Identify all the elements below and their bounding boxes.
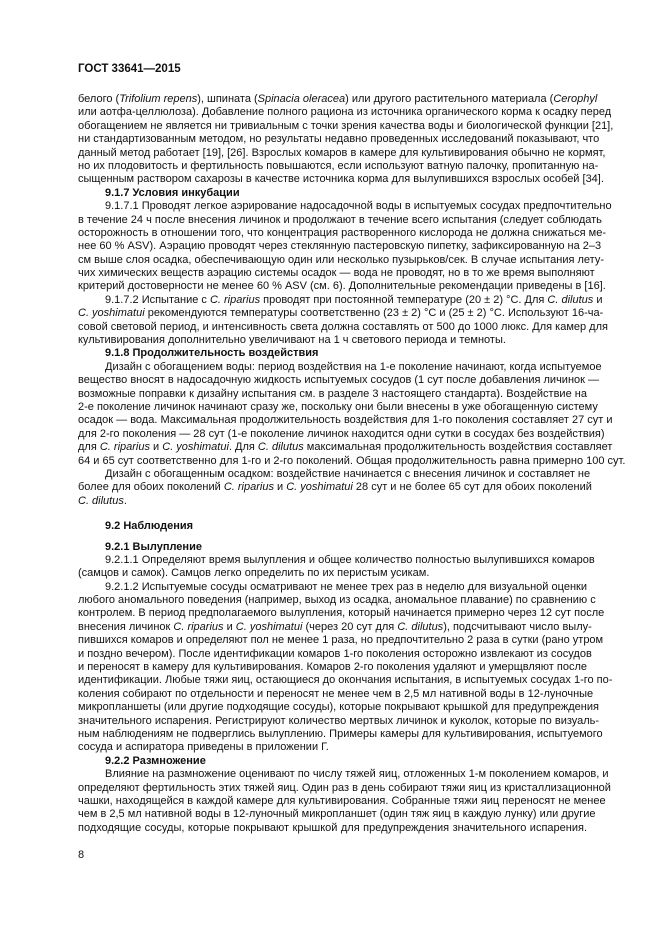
text-line (78, 661, 587, 674)
species-name: Cerophyl (553, 93, 598, 105)
text-run: возможные поправки к дизайну испытания см. в разделе 3 настоящего стандарта). Воздействие на (78, 387, 587, 400)
text-line (78, 267, 595, 280)
text-line (78, 781, 611, 795)
text-run: осадок — вода. Максимальная продолжительность воздействия для 1-го поколения составляет 27 сут и (78, 414, 613, 427)
text-run: значительного испарения. Регистрируют количество мертвых личинок и куколок, которые по визуаль- (78, 714, 600, 727)
paragraph (78, 200, 612, 294)
species-name: C. yoshimatui (235, 620, 303, 633)
text-run: определяют фертильность этих тяжей яиц. Один раз в день собирают тяжи яиц из кристаллизационной (78, 781, 611, 794)
text-line (78, 714, 600, 728)
paragraph (78, 768, 611, 835)
text-line (78, 240, 602, 253)
text-line (78, 133, 600, 146)
document-body (78, 93, 626, 835)
text-line (78, 200, 612, 213)
text-run: ) или другого растительного материала ( (345, 93, 554, 105)
text-run: чих химических веществ аэрацию системы осадок — вода не проводят, но в то же время выполняют (78, 267, 595, 280)
text-run: внесения личинок (78, 620, 174, 633)
paragraph (78, 360, 626, 468)
text-run: контролем. В период предполагаемого вылупления, который начинается примерно через 12 сут после (78, 607, 605, 620)
text-run: вещество вносят в надосадочную жидкость испытуемых сосудов (1 сут после добавления личинок — (78, 374, 600, 387)
text-line (78, 159, 599, 173)
section-heading: 9.2 Наблюдения (105, 520, 194, 533)
text-line (78, 213, 602, 227)
text-line (78, 467, 591, 481)
text-run: рекомендуются температуры соответственно (23 ± 2) °C и (25 ± 2) °C. Используют 16-ча- (144, 307, 604, 320)
text-run: сыщенным раствором сахарозы в качестве источника корма для вылупившихся взрослых особей [34]. (78, 173, 604, 186)
text-run: ), шпината ( (197, 93, 258, 105)
species-name: C. dilutus (397, 620, 444, 633)
text-line (78, 701, 599, 714)
species-name: C. riparius (99, 441, 150, 454)
text-run: ни стандартизованным методом, но результаты недавно проведенных исследований показывают, что (78, 133, 600, 146)
text-line (78, 427, 605, 441)
paragraph (78, 467, 592, 508)
text-line (78, 307, 604, 320)
text-run: и (149, 441, 163, 454)
document-header-id: ГОСТ 33641—2015 (78, 63, 181, 75)
text-line (78, 334, 587, 347)
text-run: (через 20 сут для (302, 620, 398, 633)
text-run: и поздно вечером). После идентификации комаров 1-го поколения осторожно извлекают из сосудов (78, 647, 592, 660)
paragraph (78, 293, 608, 348)
species-name: C. yoshimatui (162, 441, 229, 454)
species-name: Spinacia oleracea (257, 93, 346, 105)
text-run: см выше слоя осадка, обеспечивающую один или несколько пузырьков/сек. В случае испытания лету- (78, 253, 604, 266)
text-run: или аотфа-целлюлоза). Добавление полного рациона из источника органического корма к осадку перед (78, 106, 612, 119)
text-run: Влияние на размножение оценивают по числу тяжей яиц, отложенных 1-м поколением комаров, и (105, 768, 609, 781)
text-line (78, 808, 596, 821)
text-line (78, 794, 606, 808)
text-run: идентификации. Любые тяжи яиц, остающиеся до окончания испытания, в испытуемых сосудах 1-го по- (78, 674, 613, 687)
text-run: ), подсчитывают число вылу- (443, 620, 592, 633)
text-line (78, 374, 600, 387)
text-line (78, 280, 606, 293)
text-run: и (273, 481, 287, 494)
text-line (78, 768, 609, 781)
text-run: Дизайн с обогащенным осадком: воздействие начинается с внесения личинок и составляет не (105, 467, 591, 480)
text-line (78, 360, 602, 374)
section-heading: 9.2.1 Вылупление (105, 540, 202, 553)
text-run: 9.1.7.2 Испытание с (105, 293, 210, 306)
text-run: . (123, 494, 127, 507)
species-name: C. yoshimatui (286, 481, 353, 494)
text-line (78, 687, 594, 701)
text-line (78, 567, 587, 580)
section-heading: 9.1.7 Условия инкубации (105, 186, 240, 199)
text-line (78, 647, 592, 661)
text-run: любого аномального поведения (например, выход из осадка, аномальное плавание) по сравнению с (78, 594, 596, 607)
species-name: C. yoshimatui (78, 307, 145, 320)
text-run: 64 и 65 сут соответственно для 1-го и 2-го поколений. Общая продолжительность равна примерно 100 сут. (78, 454, 626, 467)
text-run: Дизайн с обогащением воды: период воздействия на 1-е поколение начинают, когда испытуемое (105, 360, 602, 373)
text-line (78, 454, 626, 468)
species-name: C. dilutus (78, 494, 124, 507)
text-line (78, 119, 614, 133)
text-run: более для обоих поколений (78, 481, 224, 494)
spacer (78, 508, 587, 520)
text-line (78, 607, 605, 620)
text-line (78, 253, 604, 267)
text-run: и (593, 293, 603, 306)
text-line (78, 146, 606, 160)
text-run: и (223, 620, 236, 633)
species-name: C. riparius (173, 620, 224, 633)
text-run: но их плодовитость и фертильность повышаются, если используют ватную палочку, пропитанную на- (78, 159, 599, 172)
text-run: максимальная продолжительность воздействия составляет (303, 441, 613, 454)
page-number: 8 (78, 849, 85, 861)
text-run: в течение 24 ч после внесения личинок и продолжают в течение всего испытания (следует соблюдать (78, 213, 602, 226)
spacer (78, 534, 587, 541)
text-line (78, 441, 613, 454)
text-run: сосуда и аспиратора приведены в приложении Г. (78, 741, 329, 754)
paragraph (78, 553, 595, 581)
text-line (78, 106, 612, 119)
text-run: обогащением не является ни тривиальным с точки зрения качества воды и биологической функции [21], (78, 119, 614, 132)
text-run: и переносят в камеру для культивирования. Комаров 2-го поколения удаляют и умерщвляют после (78, 661, 587, 674)
text-run: (самцов и самок). Самцов легко определить по их перистым усикам. (78, 567, 430, 580)
text-line (78, 741, 587, 754)
text-run: микропланшеты (или другие подходящие сосуды), которые покрывают крышкой для предупреждения (78, 701, 599, 714)
text-line (78, 173, 604, 186)
text-run: подходящие сосуды, которые покрывают крышкой для предупреждения значительного испарения. (78, 821, 587, 834)
species-name: C. dilutus (547, 293, 594, 306)
text-run: культивирования дополнительно увеличивают на 1 ч светового периода и темноты. (78, 334, 506, 347)
text-run: ным наблюдениям не подверглись вылуплению. Примеры камеры для культивирования, испытуемого (78, 727, 603, 740)
section-heading: 9.2.2 Размножение (105, 754, 206, 767)
text-line (78, 481, 592, 494)
species-name: Trifolium repens (119, 93, 198, 105)
text-run: белого ( (78, 93, 120, 105)
text-line (78, 495, 587, 508)
text-run: нее 60 % ASV). Аэрацию проводят через стеклянную пастеровскую пипетку, зафиксированную на 2–3 (78, 240, 602, 253)
text-run: для 2-го поколения — 28 сут (1-е поколение личинок находится одни сутки в сосудах без воздействия) (78, 427, 605, 440)
text-run: 9.2.1.1 Определяют время вылупления и общее количество полностью вылупившихся комаров (105, 553, 595, 566)
text-run: 9.1.7.1 Проводят легкое аэрирование надосадочной воды в испытуемых сосудах предпочтительно (105, 200, 612, 213)
text-run: осторожность в отношении того, что концентрация растворенного кислорода не должна снижаться ме- (78, 226, 606, 239)
text-run: чашки, находящейся в каждой камере для культивирования. Собранные тяжи яиц переносят не менее (78, 794, 606, 807)
text-run: . Для (228, 441, 258, 454)
text-run: чем в 2,5 мл нативной воды в 12-луночный микропланшет (один тяж яиц в каждую лунку) или другие (78, 808, 596, 821)
text-line (78, 620, 592, 634)
text-line (78, 388, 587, 401)
text-line (78, 674, 613, 687)
text-line (78, 594, 596, 607)
text-line (78, 822, 587, 835)
text-run: 9.2.1.2 Испытуемые сосуды осматривают не менее трех раз в неделю для визуальной оценки (105, 580, 587, 593)
text-line (78, 226, 606, 240)
text-line (78, 553, 595, 567)
paragraph (78, 580, 613, 755)
text-line (78, 414, 613, 427)
text-line (78, 293, 603, 307)
text-line (78, 581, 587, 594)
text-line (78, 320, 608, 334)
text-line (78, 400, 598, 414)
species-name: C. riparius (223, 481, 274, 494)
text-line (78, 727, 603, 741)
section-heading: 9.1.8 Продолжительность воздействия (105, 347, 319, 360)
text-run: 2-е поколение личинок начинают сразу же, поскольку они были внесены в уже обогащенную систему (78, 400, 598, 413)
text-line (78, 93, 598, 106)
text-run: для (78, 441, 100, 454)
species-name: C. dilutus (257, 441, 304, 454)
text-run: критерий достоверности не менее 60 % ASV (см. 6). Дополнительные рекомендации приведены в [16]. (78, 280, 606, 293)
text-run: проводят при постоянной температуре (20 ± 2) °C. Для (260, 293, 548, 306)
species-name: C. riparius (209, 293, 261, 306)
text-line (78, 634, 604, 647)
paragraph (78, 93, 614, 187)
text-run: коления собирают по отдельности и переносят не менее чем в 2,5 мл нативной воды в 12-луночные (78, 687, 594, 700)
text-run: 28 сут и не более 65 сут для обоих поколений (352, 481, 592, 494)
text-run: данный метод работает [19], [26]. Взрослых комаров в камере для культивирования обычно не кормят, (78, 146, 606, 159)
text-run: пившихся комаров и определяют пол не менее 1 раза, но предпочтительно 2 раза в сутки (рано утром (78, 634, 604, 647)
text-run: совой световой период, и интенсивность света должна составлять от 500 до 1000 люкс. Для камер для (78, 320, 608, 333)
